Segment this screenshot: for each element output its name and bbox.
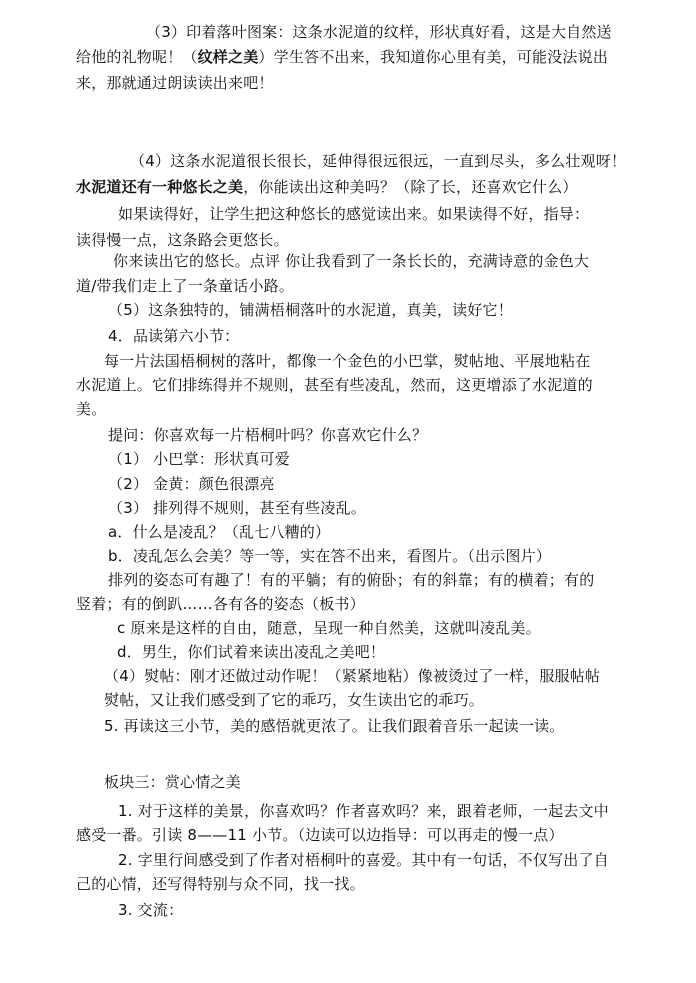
section-heading: 板块三：赏心情之美 <box>104 773 241 791</box>
paragraph-line: 己的心情，还写得特别与众不同，找一找。 <box>76 875 365 893</box>
paragraph-line: （3）印着落叶图案：这条水泥道的纹样，形状真好看，这是大自然送 <box>146 23 612 41</box>
section-heading: 4．品读第六小节： <box>108 327 240 345</box>
list-item: （3） 排列得不规则，甚至有些凌乱。 <box>108 499 366 517</box>
paragraph-line: 3. 交流： <box>118 901 184 919</box>
text-span: 给他的礼物呢！（ <box>76 48 198 66</box>
emphasis-text: 纹样之美 <box>197 48 259 66</box>
paragraph-line: 2. 字里行间感受到了作者对梧桐叶的喜爱。其中有一句话，不仅写出了自 <box>118 851 609 869</box>
text-span: ，你能读出这种美吗？（除了长，还喜欢它什么） <box>243 178 578 196</box>
paragraph-line: 你来读出它的悠长。点评 你让我看到了一条长长的，充满诗意的金色大 <box>113 252 590 270</box>
paragraph-line <box>76 47 608 67</box>
paragraph-line <box>76 177 578 197</box>
list-item: a．什么是凌乱？（乱七八糟的） <box>108 523 331 541</box>
text-span: ）学生答不出来，我知道你心里有美，可能没法说出 <box>258 48 609 66</box>
paragraph-line: 来，那就通过朗读读出来吧！ <box>76 74 274 92</box>
list-item: d．男生，你们试着来读出凌乱之美吧！ <box>117 643 386 661</box>
paragraph-line: 每一片法国梧桐树的落叶，都像一个金色的小巴掌，熨帖地、平展地粘在 <box>104 352 591 370</box>
list-item: b．凌乱怎么会美？等一等，实在答不出来，看图片。（出示图片） <box>108 547 552 565</box>
paragraph-line: 竖着；有的倒趴……各有各的姿态（板书） <box>76 595 365 613</box>
paragraph-line: 1. 对于这样的美景，你喜欢吗？作者喜欢吗？来，跟着老师，一起去文中 <box>118 802 609 820</box>
paragraph-line: 如果读得好，让学生把这种悠长的感觉读出来。如果读得不好，指导： <box>118 205 590 223</box>
paragraph-line: 提问：你喜欢每一片梧桐叶吗？你喜欢它什么？ <box>108 426 428 444</box>
emphasis-text: 水泥道还有一种悠长之美 <box>76 178 244 196</box>
paragraph-line: 读得慢一点，这条路会更悠长。 <box>76 231 289 249</box>
paragraph-line: 水泥道上。它们排练得并不规则，甚至有些凌乱，然而，这更增添了水泥道的 <box>76 376 593 394</box>
paragraph-line: （5）这条独特的，铺满梧桐落叶的水泥道，真美，读好它！ <box>108 301 513 319</box>
list-item: （1） 小巴掌：形状真可爱 <box>108 450 290 468</box>
paragraph-line: （4）这条水泥道很长很长，延伸得很远很远，一直到尽头，多么壮观呀！ <box>130 152 627 170</box>
paragraph-line: 熨帖，又让我们感受到了它的乖巧，女生读出它的乖巧。 <box>104 691 485 709</box>
list-item: c 原来是这样的自由，随意，呈现一种自然美，这就叫凌乱美。 <box>117 619 541 637</box>
paragraph-line: 排列的姿态可有趣了！有的平躺；有的俯卧；有的斜靠；有的横着；有的 <box>108 571 595 589</box>
paragraph-line: （4）熨帖：刚才还做过动作呢！（紧紧地粘）像被烫过了一样，服服帖帖 <box>104 667 601 685</box>
paragraph-line: 5. 再读这三小节，美的感悟就更浓了。让我们跟着音乐一起读一读。 <box>104 717 565 735</box>
list-item: （2） 金黄：颜色很漂亮 <box>108 475 275 493</box>
paragraph-line: 感受一番。引读 8——11 小节。（边读可以边指导：可以再走的慢一点） <box>76 826 564 844</box>
paragraph-line: 美。 <box>76 400 107 418</box>
paragraph-line: 道/带我们走上了一条童话小路。 <box>76 277 295 295</box>
